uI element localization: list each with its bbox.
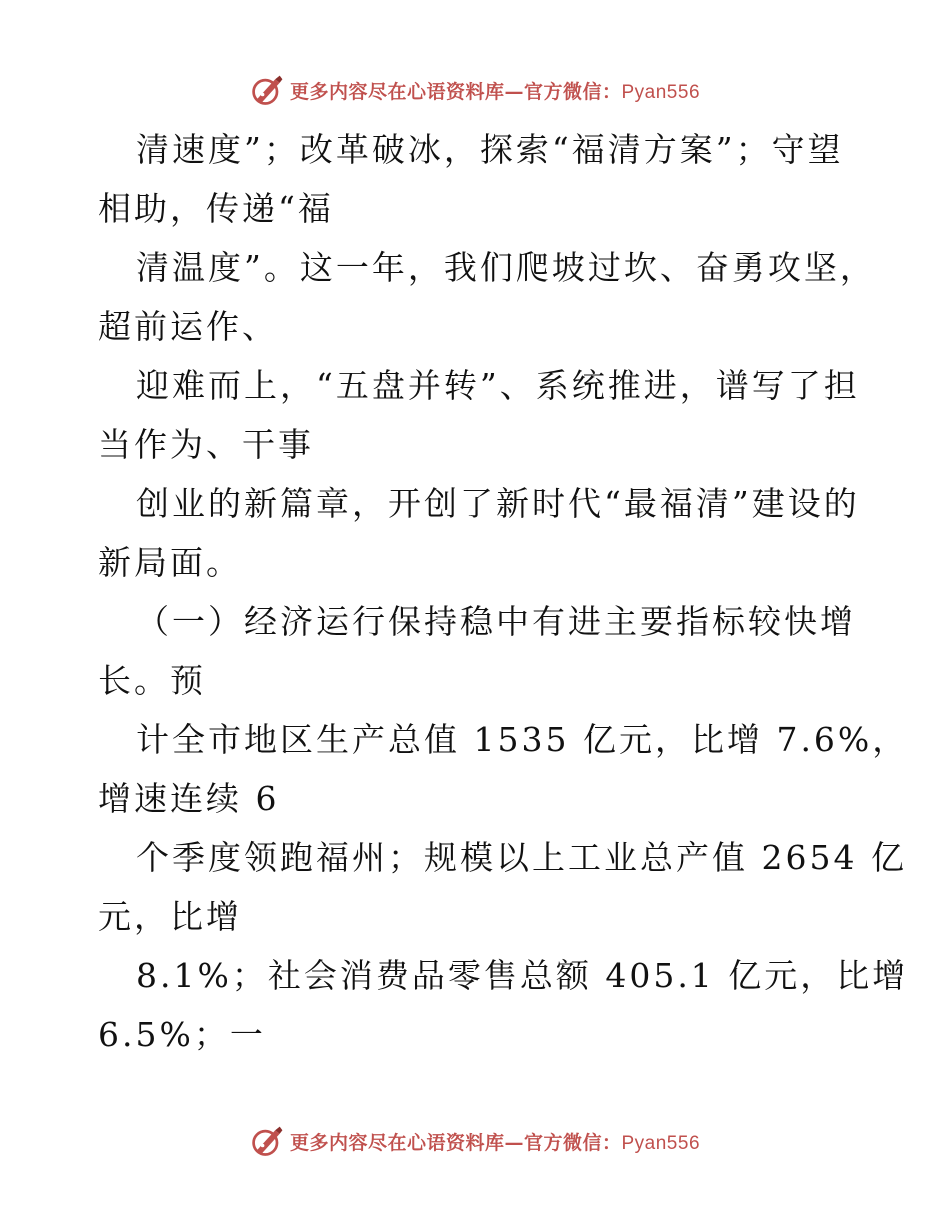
body-line: 6.5%；一 bbox=[98, 1015, 266, 1054]
pen-logo-icon bbox=[250, 72, 286, 108]
body-line: 长。预 bbox=[98, 661, 206, 700]
body-line: 迎难而上，“五盘并转”、系统推进，谱写了担 bbox=[136, 366, 860, 405]
body-line: 超前运作、 bbox=[98, 307, 278, 346]
watermark-text: 更多内容尽在心语资料库—官方微信：Pyan556 bbox=[289, 1131, 701, 1154]
header-watermark bbox=[0, 70, 950, 110]
watermark-text: 更多内容尽在心语资料库—官方微信：Pyan556 bbox=[289, 80, 701, 103]
body-line: 元，比增 bbox=[98, 897, 242, 936]
body-line: 清速度”；改革破冰，探索“福清方案”；守望 bbox=[136, 130, 844, 169]
body-line: 8.1%；社会消费品零售总额 405.1 亿元，比增 bbox=[136, 956, 909, 995]
pen-logo-icon bbox=[250, 1123, 286, 1159]
body-line: 计全市地区生产总值 1535 亿元，比增 7.6%， bbox=[136, 720, 909, 759]
body-line: 增速连续 6 bbox=[98, 779, 280, 818]
body-line: 新局面。 bbox=[98, 543, 242, 582]
body-line: 创业的新篇章，开创了新时代“最福清”建设的 bbox=[136, 484, 860, 523]
footer-watermark bbox=[0, 1121, 950, 1161]
body-line: （一）经济运行保持稳中有进主要指标较快增 bbox=[136, 602, 856, 641]
body-line: 个季度领跑福州；规模以上工业总产值 2654 亿 bbox=[136, 838, 907, 877]
body-line: 清温度”。这一年，我们爬坡过坎、奋勇攻坚， bbox=[136, 248, 876, 287]
body-line: 当作为、干事 bbox=[98, 425, 314, 464]
body-line: 相助，传递“福 bbox=[98, 189, 334, 228]
document-body bbox=[98, 120, 909, 1064]
